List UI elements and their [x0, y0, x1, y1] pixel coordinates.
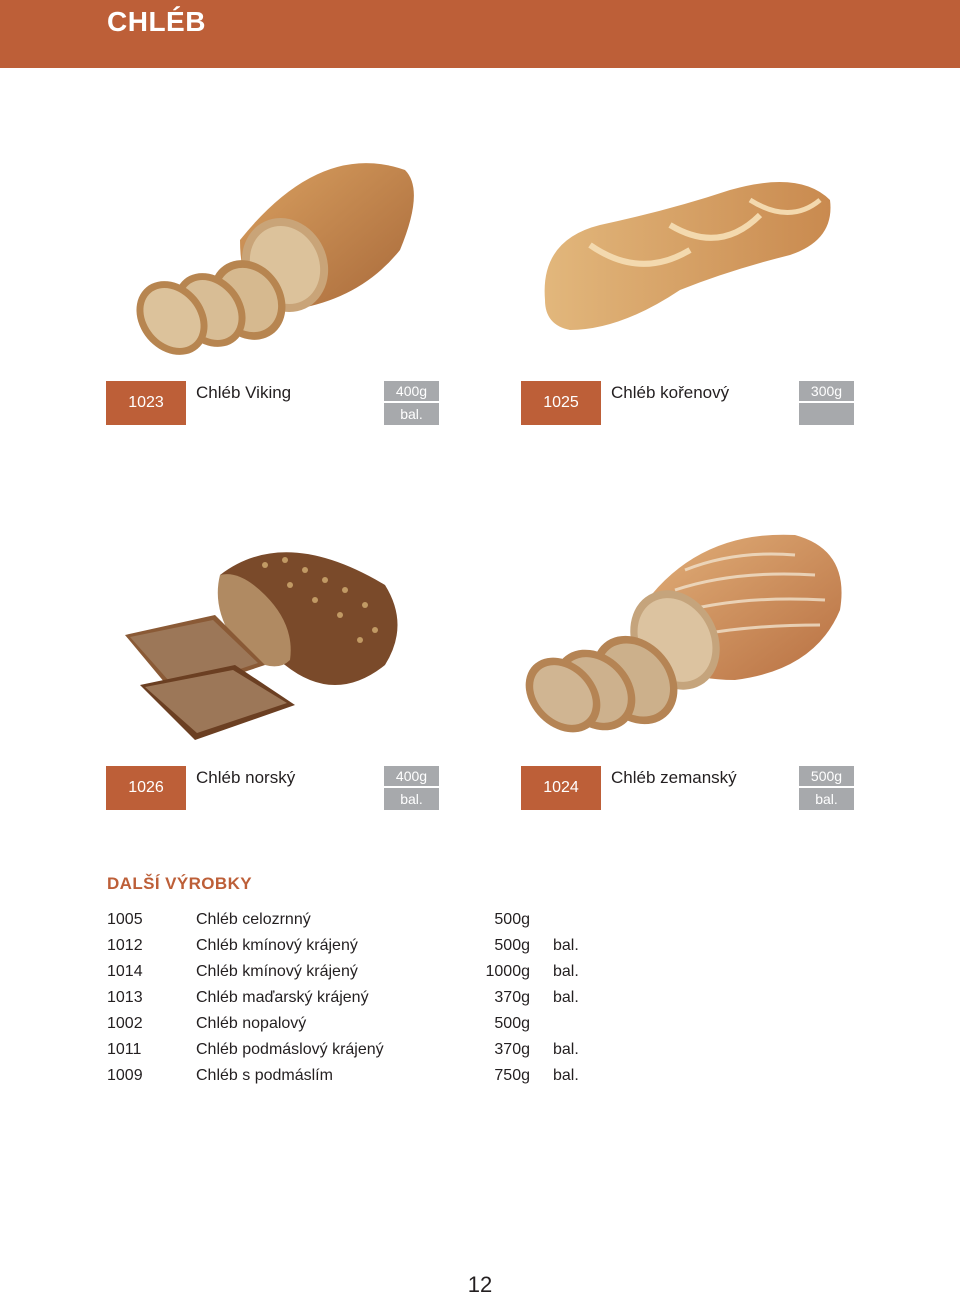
- item-code: 1011: [107, 1041, 142, 1058]
- item-code: 1005: [107, 911, 143, 928]
- product-name: Chléb zemanský: [611, 768, 737, 787]
- item-weight: 370g: [494, 989, 530, 1006]
- bread-zemansky-image: [525, 530, 855, 745]
- item-weight: 500g: [494, 937, 530, 954]
- bread-korenovy-image: [530, 170, 840, 340]
- product-weight: 400g: [384, 766, 439, 786]
- product-code: 1024: [521, 766, 601, 810]
- product-code: 1026: [106, 766, 186, 810]
- product-pack: bal.: [384, 788, 439, 810]
- product-row-1026: [106, 766, 446, 810]
- product-pack: [799, 403, 854, 425]
- page-number: 12: [467, 1272, 493, 1297]
- header-bar: [0, 0, 960, 68]
- product-code: 1025: [521, 381, 601, 425]
- bread-viking-image: [120, 150, 440, 360]
- bread-norsky-image: [115, 535, 415, 750]
- item-pack: bal.: [553, 1041, 579, 1058]
- product-row-1025: [521, 381, 861, 425]
- product-pack: bal.: [384, 403, 439, 425]
- item-weight: 500g: [494, 1015, 530, 1032]
- item-name: Chléb kmínový krájený: [196, 963, 358, 980]
- item-name: Chléb podmáslový krájený: [196, 1041, 384, 1058]
- item-code: 1009: [107, 1067, 143, 1084]
- other-products-title: DALŠÍ VÝROBKY: [107, 874, 252, 893]
- product-pack: bal.: [799, 788, 854, 810]
- product-row-1024: [521, 766, 861, 810]
- item-weight: 370g: [494, 1041, 530, 1058]
- item-name: Chléb celozrnný: [196, 911, 311, 928]
- item-code: 1014: [107, 963, 143, 980]
- item-weight: 1000g: [485, 963, 530, 980]
- item-pack: bal.: [553, 989, 579, 1006]
- product-name: Chléb kořenový: [611, 383, 730, 402]
- product-weight: 500g: [799, 766, 854, 786]
- item-pack: bal.: [553, 963, 579, 980]
- item-code: 1012: [107, 937, 143, 954]
- product-name: Chléb norský: [196, 768, 296, 787]
- item-code: 1013: [107, 989, 143, 1006]
- product-weight: 400g: [384, 381, 439, 401]
- item-code: 1002: [107, 1015, 143, 1032]
- item-name: Chléb maďarský krájený: [196, 989, 369, 1006]
- item-name: Chléb nopalový: [196, 1015, 307, 1032]
- item-name: Chléb s podmáslím: [196, 1067, 333, 1084]
- product-row-1023: [106, 381, 446, 425]
- item-weight: 750g: [494, 1067, 530, 1084]
- item-pack: bal.: [553, 937, 579, 954]
- product-name: Chléb Viking: [196, 383, 292, 402]
- item-pack: bal.: [553, 1067, 579, 1084]
- product-weight: 300g: [799, 381, 854, 401]
- product-code: 1023: [106, 381, 186, 425]
- item-weight: 500g: [494, 911, 530, 928]
- page-title: CHLÉB: [107, 6, 206, 37]
- item-name: Chléb kmínový krájený: [196, 937, 358, 954]
